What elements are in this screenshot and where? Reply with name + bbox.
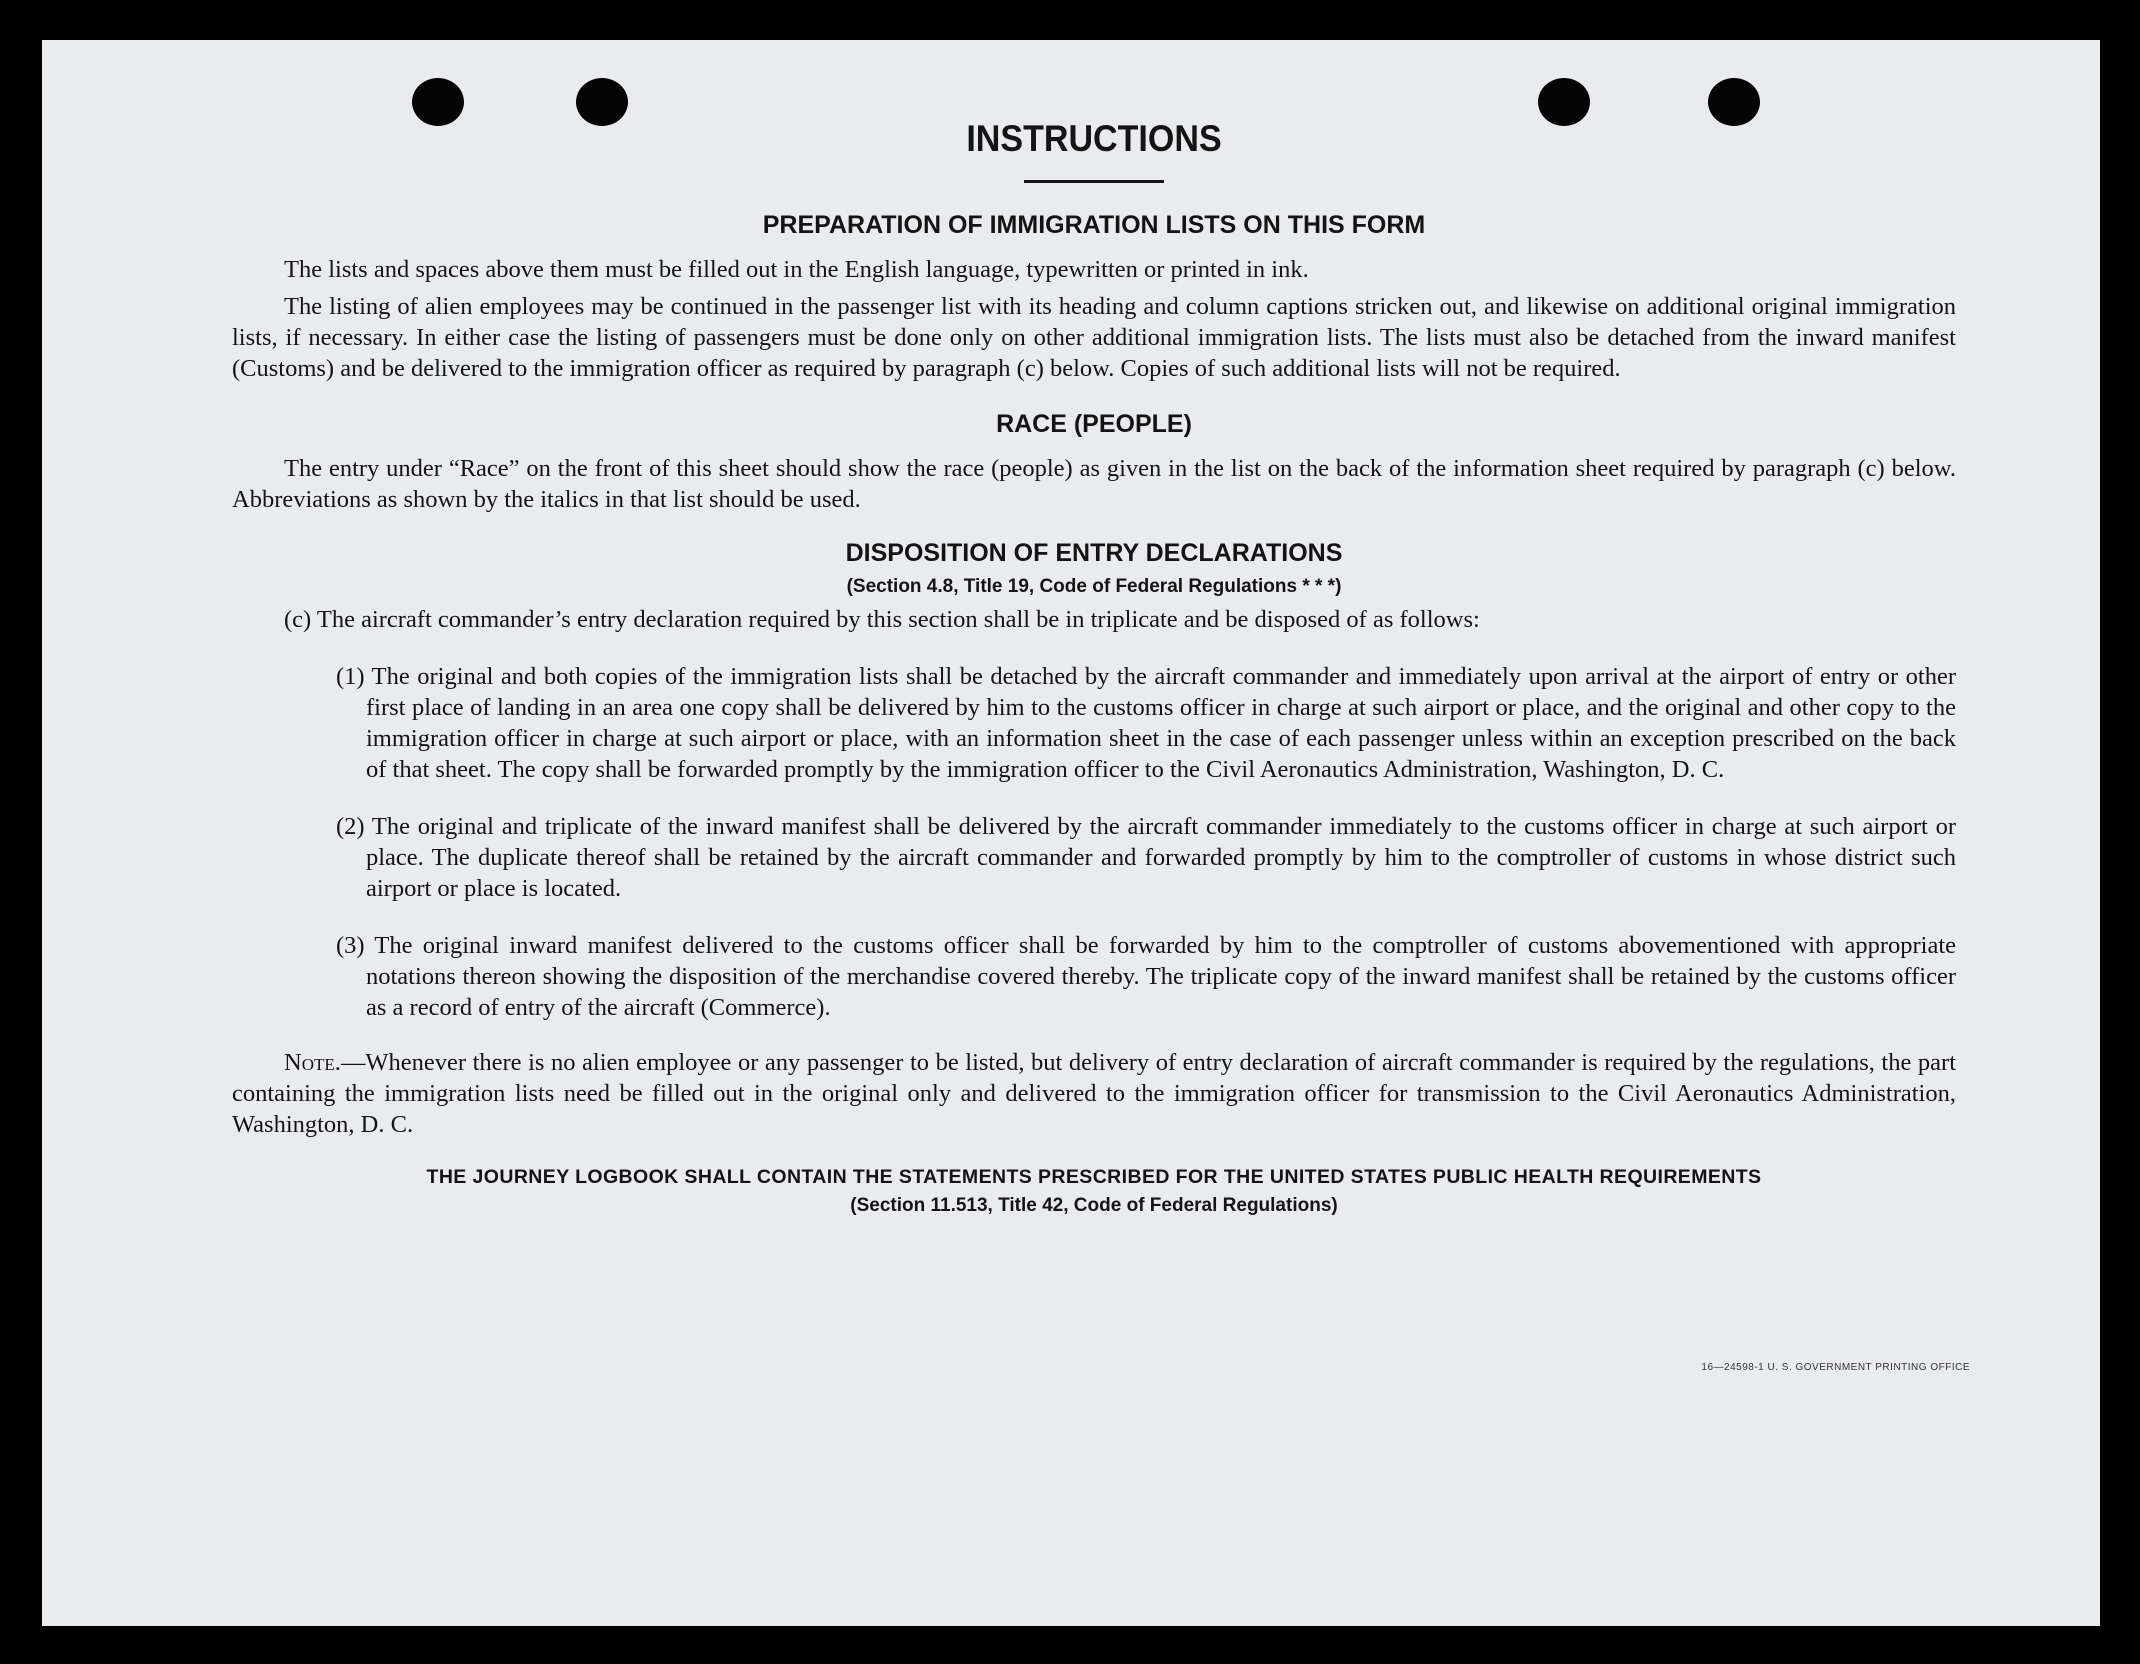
printing-office-line: 16—24598-1 U. S. GOVERNMENT PRINTING OFFICE bbox=[1701, 1362, 1970, 1373]
health-requirements-line: THE JOURNEY LOGBOOK SHALL CONTAIN THE STATEMENTS PRESCRIBED FOR THE UNITED STATES PUBLIC HEALTH REQUIREMENTS bbox=[426, 1166, 1762, 1188]
note-text: —Whenever there is no alien employee or any passenger to be listed, but delivery of entry declaration of aircraft commander is required by the regulations, the part containing the immigration lists need be filled out in the original only and delivered to the immigration officer for transmission to the Civil Aeronautics Administration, Washington, D. C. bbox=[232, 1049, 1956, 1138]
preparation-paragraph-1: The lists and spaces above them must be filled out in the English language, typewritten or printed in ink. bbox=[284, 256, 1309, 283]
disposition-item-2: (2) The original and triplicate of the inward manifest shall be delivered by the aircraft commander immediately to the customs officer in charge at such airport or place. The duplicate thereof shall be retained by the aircraft commander and forwarded promptly by him to the comptroller of customs in whose district such airport or place is located. bbox=[336, 813, 1956, 902]
instructions-content bbox=[232, 118, 1956, 1217]
disposition-citation: (Section 4.8, Title 19, Code of Federal Regulations * * *) bbox=[846, 576, 1342, 597]
title-underline bbox=[1024, 180, 1164, 183]
health-citation: (Section 11.513, Title 42, Code of Federal Regulations) bbox=[850, 1195, 1338, 1216]
document-sheet bbox=[42, 40, 2100, 1626]
page-title: INSTRUCTIONS bbox=[966, 118, 1222, 159]
race-paragraph: The entry under “Race” on the front of this sheet should show the race (people) as given in the list on the back of the information sheet required by paragraph (c) below. Abbreviations as shown by the italics in that list should be used. bbox=[232, 455, 1956, 513]
preparation-heading: PREPARATION OF IMMIGRATION LISTS ON THIS FORM bbox=[762, 211, 1426, 239]
race-heading: RACE (PEOPLE) bbox=[996, 410, 1192, 438]
disposition-item-3: (3) The original inward manifest delivered to the customs officer shall be forwarded by him to the comptroller of customs abovementioned with appropriate notations thereon showing the disposition of the merchandise covered thereby. The triplicate copy of the inward manifest shall be retained by the customs officer as a record of entry of the aircraft (Commerce). bbox=[336, 932, 1956, 1021]
disposition-intro: (c) The aircraft commander’s entry declaration required by this section shall be in triplicate and be disposed of as follows: bbox=[284, 606, 1480, 633]
preparation-paragraph-2: The listing of alien employees may be continued in the passenger list with its heading and column captions stricken out, and likewise on additional original immigration lists, if necessary. In either case the listing of passengers must be done only on other additional immigration lists. The lists must also be detached from the inward manifest (Customs) and be delivered to the immigration officer as required by paragraph (c) below. Copies of such additional lists will not be required. bbox=[232, 293, 1956, 382]
disposition-item-1: (1) The original and both copies of the immigration lists shall be detached by the aircraft commander and immediately upon arrival at the airport of entry or other first place of landing in an area one copy shall be delivered by him to the customs officer in charge at such airport or place, and the original and other copy to the immigration officer in charge at such airport or place, with an information sheet in the case of each passenger unless within an exception prescribed on the back of that sheet. The copy shall be forwarded promptly by the immigration officer to the Civil Aeronautics Administration, Washington, D. C. bbox=[336, 663, 1956, 783]
disposition-heading: DISPOSITION OF ENTRY DECLARATIONS bbox=[845, 539, 1343, 567]
note-paragraph bbox=[232, 1047, 1956, 1140]
note-label: Note. bbox=[284, 1049, 341, 1076]
